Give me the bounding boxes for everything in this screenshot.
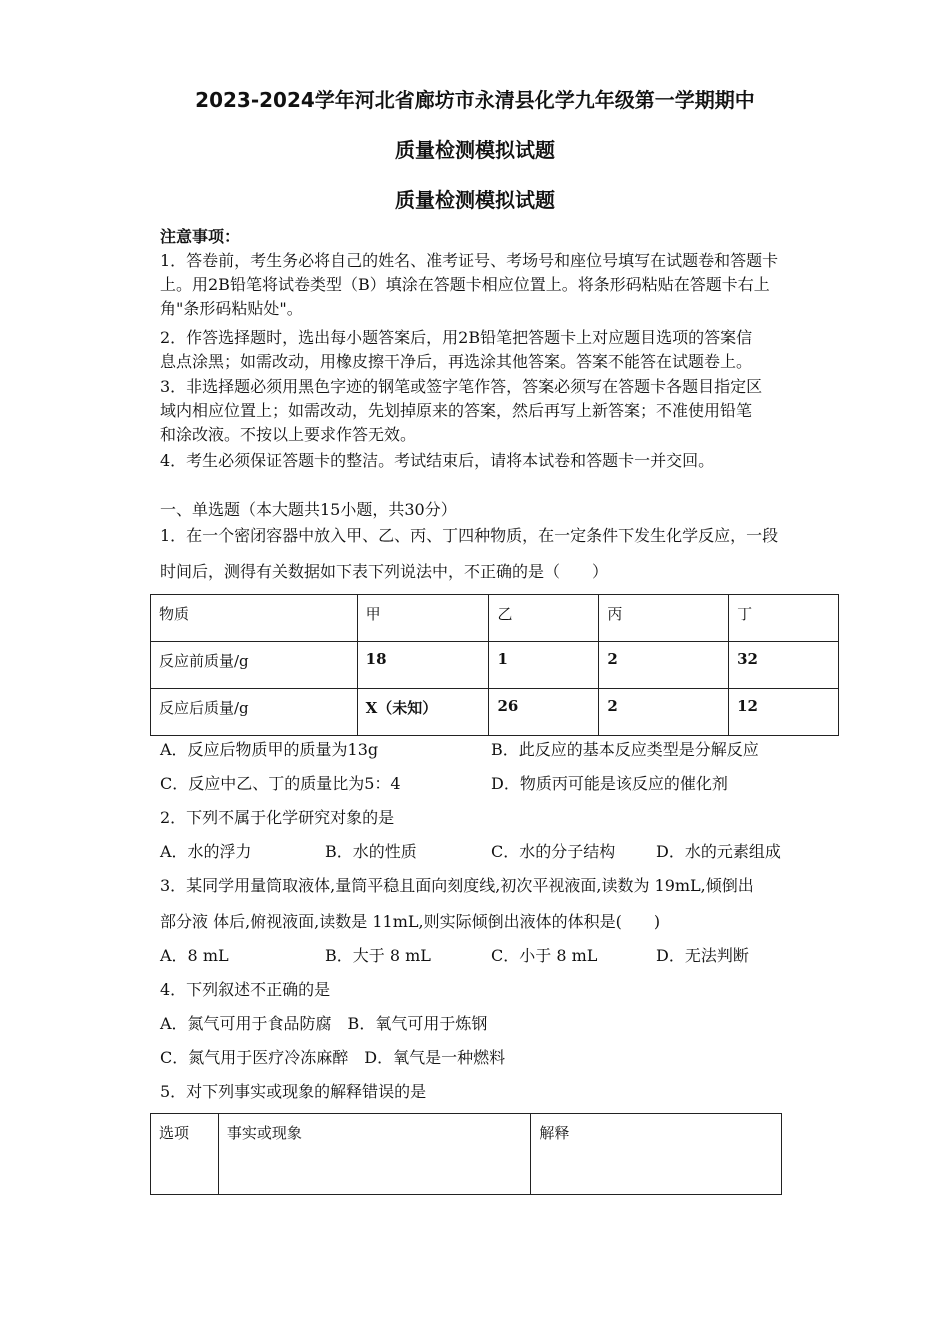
q1-data-table bbox=[150, 594, 839, 736]
note-line: 域内相应位置上；如需改动，先划掉原来的答案，然后再写上新答案；不准使用铅笔 bbox=[160, 401, 753, 420]
note-line: 角"条形码粘贴处"。 bbox=[160, 299, 303, 318]
note-line: 上。用2B铅笔将试卷类型（B）填涂在答题卡相应位置上。将条形码粘贴在答题卡右上 bbox=[160, 275, 770, 294]
table-header-cell: 选项 bbox=[151, 1114, 219, 1195]
table-cell: 2 bbox=[599, 689, 729, 736]
q3-option-c: C．小于 8 mL bbox=[491, 946, 598, 965]
q3-stem-2: 部分液 体后,俯视液面,读数是 11mL,则实际倾倒出液体的体积是( ) bbox=[160, 912, 661, 931]
q1-stem-1: 1．在一个密闭容器中放入甲、乙、丙、丁四种物质，在一定条件下发生化学反应，一段 bbox=[160, 526, 779, 545]
table-cell: X（未知） bbox=[357, 689, 489, 736]
q3-option-b: B．大于 8 mL bbox=[325, 946, 431, 965]
q2-stem: 2．下列不属于化学研究对象的是 bbox=[160, 808, 395, 827]
table-cell: 乙 bbox=[489, 595, 599, 642]
q5-table bbox=[150, 1113, 782, 1195]
q1-option-d: D．物质丙可能是该反应的催化剂 bbox=[491, 774, 728, 793]
section-heading: 一、单选题（本大题共15小题，共30分） bbox=[160, 500, 457, 519]
table-cell: 1 bbox=[489, 642, 599, 689]
notes-heading: 注意事项： bbox=[160, 227, 241, 246]
note-line: 1．答卷前，考生务必将自己的姓名、准考证号、考场号和座位号填写在试题卷和答题卡 bbox=[160, 251, 779, 270]
table-header-cell: 事实或现象 bbox=[218, 1114, 530, 1195]
q3-stem-1: 3．某同学用量筒取液体,量筒平稳且面向刻度线,初次平视液面,读数为 19mL,倾倒出 bbox=[160, 876, 754, 895]
note-line: 息点涂黑；如需改动，用橡皮擦干净后，再选涂其他答案。答案不能答在试题卷上。 bbox=[160, 352, 753, 371]
q2-option-d: D．水的元素组成 bbox=[656, 842, 781, 861]
table-cell: 32 bbox=[729, 642, 839, 689]
table-cell: 反应后质量/g bbox=[151, 689, 358, 736]
note-line: 和涂改液。不按以上要求作答无效。 bbox=[160, 425, 417, 444]
table-cell: 18 bbox=[357, 642, 489, 689]
note-line: 3．非选择题必须用黑色字迹的钢笔或签字笔作答，答案必须写在答题卡各题目指定区 bbox=[160, 377, 763, 396]
note-line: 2．作答选择题时，选出每小题答案后，用2B铅笔把答题卡上对应题目选项的答案信 bbox=[160, 328, 753, 347]
table-cell: 反应前质量/g bbox=[151, 642, 358, 689]
q1-stem-2: 时间后，测得有关数据如下表下列说法中，不正确的是（ ） bbox=[160, 562, 609, 581]
q2-option-c: C．水的分子结构 bbox=[491, 842, 616, 861]
q4-options-ab: A．氮气可用于食品防腐 B．氧气可用于炼钢 bbox=[160, 1014, 488, 1033]
q4-stem: 4．下列叙述不正确的是 bbox=[160, 980, 331, 999]
q1-option-c: C．反应中乙、丁的质量比为5：4 bbox=[160, 774, 401, 793]
table-cell: 26 bbox=[489, 689, 599, 736]
title-line-2: 质量检测模拟试题 bbox=[395, 138, 555, 162]
q3-option-a: A．8 mL bbox=[160, 946, 229, 965]
q5-stem: 5．对下列事实或现象的解释错误的是 bbox=[160, 1082, 427, 1101]
title-line-3: 质量检测模拟试题 bbox=[395, 188, 555, 212]
q4-options-cd: C．氮气用于医疗冷冻麻醉 D．氧气是一种燃料 bbox=[160, 1048, 506, 1067]
table-cell: 丁 bbox=[729, 595, 839, 642]
table-cell: 2 bbox=[599, 642, 729, 689]
q2-option-a: A．水的浮力 bbox=[160, 842, 252, 861]
q3-option-d: D．无法判断 bbox=[656, 946, 749, 965]
title-line-1: 2023-2024学年河北省廊坊市永清县化学九年级第一学期期中 bbox=[195, 88, 755, 112]
table-cell: 丙 bbox=[599, 595, 729, 642]
note-line: 4．考生必须保证答题卡的整洁。考试结束后，请将本试卷和答题卡一并交回。 bbox=[160, 451, 715, 470]
table-cell: 12 bbox=[729, 689, 839, 736]
table-cell: 物质 bbox=[151, 595, 358, 642]
q1-option-b: B．此反应的基本反应类型是分解反应 bbox=[491, 740, 759, 759]
q2-option-b: B．水的性质 bbox=[325, 842, 417, 861]
q1-option-a: A．反应后物质甲的质量为13g bbox=[160, 740, 379, 759]
table-cell: 甲 bbox=[357, 595, 489, 642]
table-header-cell: 解释 bbox=[531, 1114, 782, 1195]
